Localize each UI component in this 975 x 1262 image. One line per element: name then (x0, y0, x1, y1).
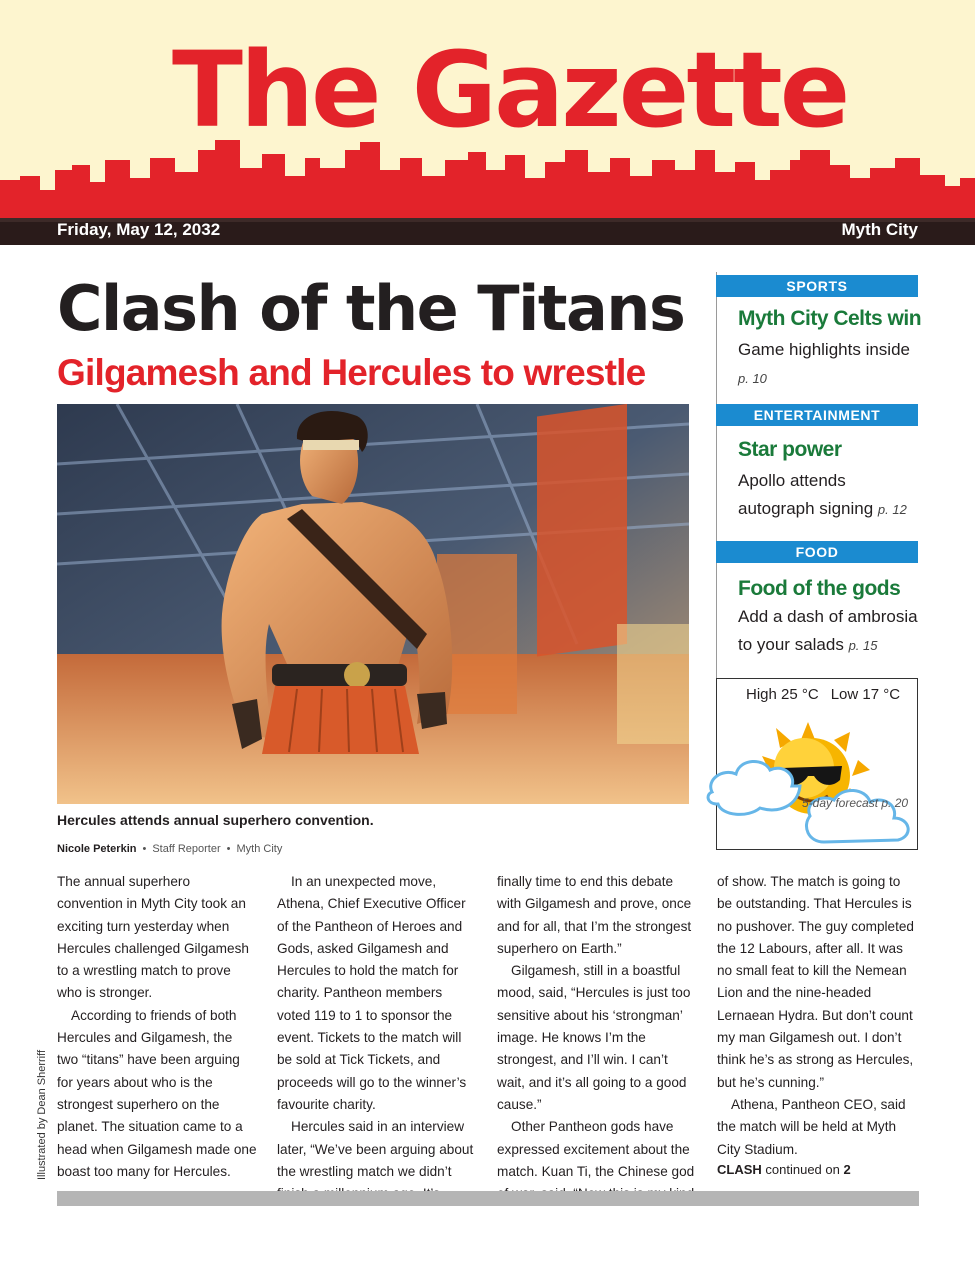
hercules-illustration (57, 404, 689, 804)
author-role: Staff Reporter (152, 843, 221, 855)
jump-keyword: CLASH (717, 1162, 762, 1177)
article-column-4 (717, 871, 917, 1161)
article-paragraph: finally time to end this debate with Gilgamesh and prove, once and for all, that I’m the strongest superhero on Earth.” (497, 874, 692, 956)
article-paragraph: Gilgamesh, still in a boastful mood, said, “Hercules is just too sensitive about his ‘strongman’ image. He knows I’m the strongest, and I’ll win. I can’t wait, and it’s all going to a good cause.” (497, 963, 691, 1112)
section-label-sports: SPORTS (716, 275, 918, 297)
teaser-title-sports[interactable]: Myth City Celts win (738, 307, 922, 330)
weather-high: High 25 °C (746, 686, 819, 703)
byline: Nicole Peterkin • Staff Reporter • Myth City (57, 843, 283, 855)
jump-text: continued on (765, 1162, 840, 1177)
teaser-text: Apollo attends autograph signing (738, 471, 874, 518)
weather-temps (746, 686, 912, 703)
bottom-rule (57, 1191, 919, 1206)
continued-on-link[interactable] (717, 1162, 851, 1177)
teaser-text: Game highlights inside (738, 340, 910, 359)
photo-caption: Hercules attends annual superhero convention. (57, 812, 374, 828)
jump-page: 2 (843, 1162, 851, 1177)
article-column-1 (57, 871, 257, 1183)
weather-low: Low 17 °C (830, 686, 901, 703)
article-column-2 (277, 871, 477, 1205)
teaser-page-ref[interactable]: p. 10 (738, 371, 767, 386)
teaser-body-food (738, 603, 918, 660)
article-paragraph: Hercules said in an interview later, “We’ve been arguing about the wrestling match we didn’t (277, 1119, 474, 1179)
issue-city: Myth City (841, 220, 918, 239)
article-column-3 (497, 871, 697, 1205)
forecast-link[interactable]: 5-day forecast p. 20 (802, 796, 909, 810)
article-paragraph: In an unexpected move, Athena, Chief Executive Officer of the Pantheon of Heroes and Gods, asked Gilgamesh and Hercules to hold the match for charity. Pantheon members voted 119 to 1 to sponsor the event. Tickets to the match will be sold at Tick Tickets, and proceeds will go to the winner’s favourite charity. (277, 874, 467, 1112)
illustration-credit: Illustrated by Dean Sherriff (36, 1049, 48, 1180)
teaser-title-food[interactable]: Food of the gods (738, 577, 901, 600)
article-paragraph: The annual superhero convention in Myth City took an exciting turn yesterday when Hercules challenged Gilgamesh to a wrestling match to prove who is stronger. (57, 874, 249, 1001)
author-location: Myth City (236, 843, 283, 855)
article-headline: Clash of the Titans (57, 272, 685, 345)
teaser-text: Add a dash of ambrosia to your salads (738, 607, 918, 654)
teaser-body-entertainment (738, 467, 918, 524)
article-paragraph: According to friends of both Hercules and Gilgamesh, the two “titans” have been arguing for years about who is the strongest superhero on the planet. The situation came to a head when Gilgamesh made one boast too many for Hercules. (57, 1007, 257, 1179)
section-label-food: FOOD (716, 541, 918, 563)
author-name: Nicole Peterkin (57, 843, 137, 855)
article-paragraph: Athena, Pantheon CEO, said the match will be held at Myth City Stadium. (717, 1096, 906, 1157)
masthead-title: The Gazette (172, 29, 848, 151)
city-skyline-illustration (0, 0, 975, 245)
masthead (0, 0, 975, 245)
issue-date: Friday, May 12, 2032 (57, 220, 221, 239)
sun-cloud-sunglasses-icon (700, 710, 940, 850)
article-subheadline: Gilgamesh and Hercules to wrestle (57, 352, 646, 393)
article-paragraph: of show. The match is going to be outstanding. That Hercules is no pushover. The guy completed the 12 Labours, after all. It was no small feat to kill the Nemean Lion and the nine-headed Lernaean Hydra. But don’t count my man Gilgamesh out. I don’t think he’s as strong as Hercules, but he’s cunning.” (717, 874, 914, 1090)
teaser-body-sports (738, 336, 918, 393)
section-label-entertainment: ENTERTAINMENT (716, 404, 918, 426)
article-paragraph: Other Pantheon gods have expressed excitement about the match. Kuan Ti, the Chinese god (497, 1119, 695, 1179)
teaser-title-entertainment[interactable]: Star power (738, 438, 842, 461)
teaser-page-ref[interactable]: p. 12 (877, 502, 907, 517)
teaser-page-ref[interactable]: p. 15 (848, 638, 878, 653)
